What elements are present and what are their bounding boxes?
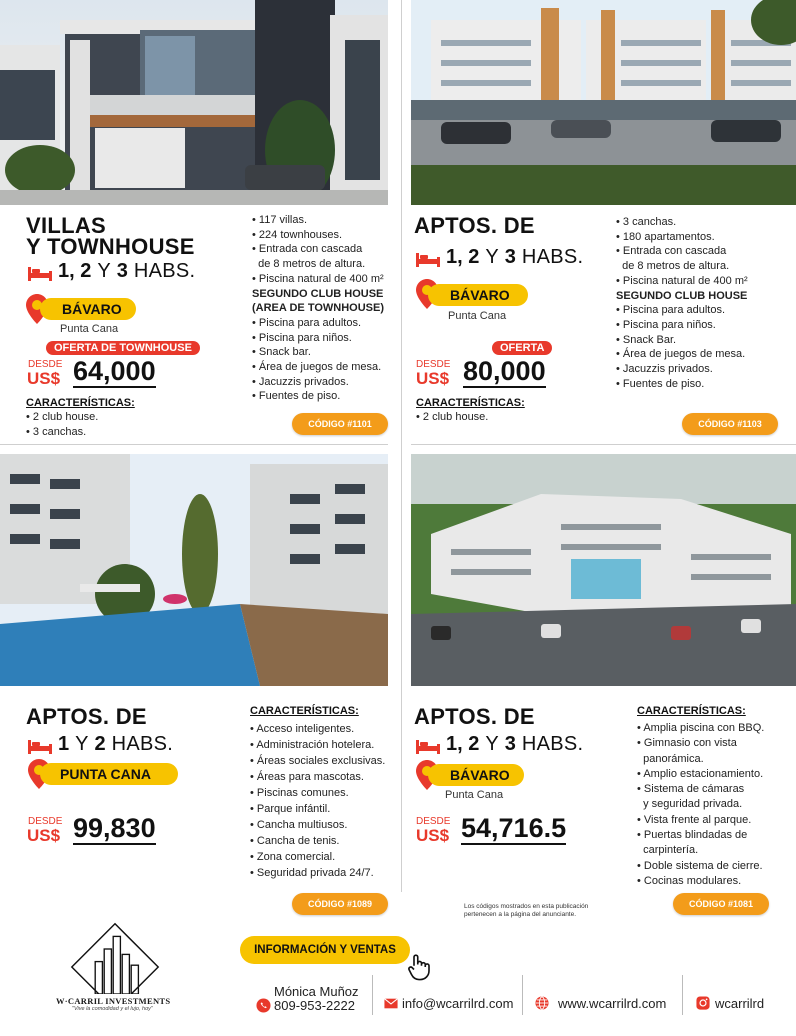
- codes-disclaimer: Los códigos mostrados en esta publicación pertenecen a la página del anunciante.: [464, 903, 589, 918]
- pool-photo: [0, 454, 388, 686]
- detail-item: • Piscina para adultos.: [616, 303, 748, 318]
- detail-item: • 180 apartamentos.: [616, 230, 748, 245]
- features-title: CARACTERÍSTICAS:: [637, 705, 746, 717]
- feature-item: • 2 club house.: [26, 410, 98, 425]
- price: 99,830: [73, 813, 156, 843]
- location-badge: BÁVARO: [428, 764, 524, 786]
- listing-title-line1: APTOS. DE: [414, 704, 535, 729]
- rooms-last: 3: [504, 733, 516, 755]
- detail-heading: SEGUNDO CLUB HOUSE: [616, 289, 748, 302]
- email-icon: [384, 998, 398, 1009]
- feature-item: • Amplia piscina con BBQ.: [637, 721, 764, 736]
- detail-item: • Piscina para niños.: [252, 331, 384, 346]
- feature-item: • 2 club house.: [416, 410, 488, 425]
- detail-item: • Entrada con cascada: [252, 242, 384, 257]
- desde-label: DESDE: [28, 816, 63, 827]
- feature-item: • Doble sistema de cierre.: [637, 859, 764, 874]
- rooms-unit: HABS.: [521, 246, 584, 268]
- currency-label: US$: [27, 826, 61, 845]
- listing-code-badge: CÓDIGO #1101: [292, 413, 388, 435]
- price: 80,000: [463, 356, 546, 386]
- rooms-unit: HABS.: [521, 733, 584, 755]
- rooms-y: Y: [485, 246, 499, 268]
- horizontal-divider-right: [411, 444, 796, 445]
- detail-item: • 3 canchas.: [616, 215, 748, 230]
- detail-item: • Jacuzzis privados.: [252, 375, 384, 390]
- rooms-row: [28, 733, 173, 756]
- hand-pointer-icon: [404, 952, 434, 982]
- rooms-unit: HABS.: [111, 733, 174, 755]
- detail-item: • Piscina para niños.: [616, 318, 748, 333]
- detail-item: • 117 villas.: [252, 213, 384, 228]
- rooms-last: 2: [94, 733, 106, 755]
- feature-item: panorámica.: [643, 752, 704, 765]
- features-list: [637, 721, 764, 889]
- feature-item: • Sistema de cámaras: [637, 782, 764, 797]
- feature-item: • Áreas para mascotas.: [250, 769, 385, 785]
- rooms-row: [28, 260, 195, 283]
- rooms-numbers: 1, 2: [58, 260, 92, 282]
- currency-label: US$: [416, 369, 450, 388]
- rooms-numbers: 1: [58, 733, 70, 755]
- company-logo-icon: [65, 922, 165, 994]
- price: 54,716.5: [461, 813, 567, 843]
- instagram-icon: [696, 996, 710, 1010]
- listing-title-line1: APTOS. DE: [26, 704, 147, 729]
- feature-item: • Acceso inteligentes.: [250, 721, 385, 737]
- rooms-numbers: 1, 2: [446, 733, 480, 755]
- company-tagline: "Vive la comodidad y el lujo, hoy": [72, 1006, 153, 1012]
- rooms-numbers: 1, 2: [446, 246, 480, 268]
- features-title: CARACTERÍSTICAS:: [250, 705, 359, 717]
- features-title: CARACTERÍSTICAS:: [416, 397, 525, 409]
- desde-label: DESDE: [28, 359, 63, 370]
- features-list: [416, 410, 488, 425]
- feature-item: • Cocinas modulares.: [637, 874, 764, 889]
- currency-label: US$: [27, 369, 61, 388]
- price: 64,000: [73, 356, 156, 386]
- desde-label: DESDE: [416, 359, 451, 370]
- detail-item: • Piscina natural de 400 m²: [252, 272, 384, 287]
- feature-item: • Parque infántil.: [250, 801, 385, 817]
- details-list: [252, 213, 384, 404]
- feature-item: • Áreas sociales exclusivas.: [250, 753, 385, 769]
- phone-link[interactable]: 809-953-2222: [274, 998, 355, 1013]
- footer-separator: [522, 975, 523, 1015]
- offer-badge: OFERTA: [492, 341, 552, 355]
- feature-item: • Amplio estacionamiento.: [637, 767, 764, 782]
- feature-item: • Gimnasio con vista: [637, 736, 764, 751]
- agent-name: Mónica Muñoz: [274, 984, 359, 999]
- listing-code-badge: CÓDIGO #1081: [673, 893, 769, 915]
- rooms-y: Y: [97, 260, 111, 282]
- location-subtitle: Punta Cana: [60, 323, 119, 335]
- globe-icon: [535, 996, 549, 1010]
- aerial-complex-photo: [411, 454, 796, 686]
- features-list: [26, 410, 98, 439]
- detail-item: • Piscina natural de 400 m²: [616, 274, 748, 289]
- villa-photo: [0, 0, 388, 205]
- rooms-last: 3: [504, 246, 516, 268]
- bed-icon: [416, 250, 440, 266]
- feature-item: • Cancha multiusos.: [250, 817, 385, 833]
- company-name: W·CARRIL INVESTMENTS: [56, 996, 171, 1006]
- rooms-y: Y: [485, 733, 499, 755]
- listing-title-line1: APTOS. DE: [414, 213, 535, 238]
- location-badge: BÁVARO: [428, 284, 528, 306]
- apartments-bavaro-photo: [411, 0, 796, 205]
- offer-badge: OFERTA DE TOWNHOUSE: [46, 341, 200, 355]
- listing-title-line2: Y TOWNHOUSE: [26, 234, 195, 259]
- feature-item: • Puertas blindadas de: [637, 828, 764, 843]
- feature-item: • Cancha de tenis.: [250, 833, 385, 849]
- feature-item: • Vista frente al parque.: [637, 813, 764, 828]
- rooms-last: 3: [116, 260, 128, 282]
- location-subtitle: Punta Cana: [445, 789, 504, 801]
- bed-icon: [28, 264, 52, 280]
- desde-label: DESDE: [416, 816, 451, 827]
- feature-item: • Administración hotelera.: [250, 737, 385, 753]
- location-badge: BÁVARO: [40, 298, 136, 320]
- footer-separator: [372, 975, 373, 1015]
- feature-item: • 3 canchas.: [26, 425, 98, 440]
- website-link[interactable]: www.wcarrilrd.com: [558, 996, 667, 1011]
- detail-item: • Snack bar.: [252, 345, 384, 360]
- email-link[interactable]: info@wcarrilrd.com: [402, 996, 514, 1011]
- details-list: [616, 215, 748, 391]
- location-subtitle: Punta Cana: [448, 310, 507, 322]
- detail-item: • Jacuzzis privados.: [616, 362, 748, 377]
- rooms-unit: HABS.: [133, 260, 196, 282]
- bed-icon: [416, 737, 440, 753]
- footer-separator: [682, 975, 683, 1015]
- features-list: [250, 721, 385, 881]
- bed-icon: [28, 737, 52, 753]
- detail-heading: (AREA DE TOWNHOUSE): [252, 302, 384, 315]
- feature-item: y seguridad privada.: [643, 798, 743, 811]
- currency-label: US$: [416, 826, 450, 845]
- feature-item: carpintería.: [643, 844, 699, 857]
- listing-code-badge: CÓDIGO #1103: [682, 413, 778, 435]
- listing-title-line1: VILLAS: [26, 213, 107, 238]
- rooms-row: [416, 733, 583, 756]
- detail-item: • Área de juegos de mesa.: [616, 347, 748, 362]
- location-badge: PUNTA CANA: [40, 763, 178, 785]
- instagram-link[interactable]: wcarrilrd: [715, 996, 765, 1011]
- detail-item: • Piscina para adultos.: [252, 316, 384, 331]
- feature-item: • Zona comercial.: [250, 849, 385, 865]
- vertical-divider: [401, 0, 402, 892]
- listing-code-badge: CÓDIGO #1089: [292, 893, 388, 915]
- features-title: CARACTERÍSTICAS:: [26, 397, 135, 409]
- detail-item: • Fuentes de piso.: [616, 377, 748, 392]
- feature-item: • Piscinas comunes.: [250, 785, 385, 801]
- detail-heading: SEGUNDO CLUB HOUSE: [252, 287, 384, 300]
- whatsapp-icon: [256, 998, 271, 1013]
- info-sales-label: INFORMACIÓN Y VENTAS: [240, 936, 410, 964]
- detail-item: • Área de juegos de mesa.: [252, 360, 384, 375]
- detail-item: • Snack Bar.: [616, 333, 748, 348]
- detail-item: • 224 townhouses.: [252, 228, 384, 243]
- detail-item: • Fuentes de piso.: [252, 389, 384, 404]
- rooms-row: [416, 246, 583, 269]
- detail-item: de 8 metros de altura.: [622, 260, 730, 273]
- detail-item: • Entrada con cascada: [616, 244, 748, 259]
- feature-item: • Seguridad privada 24/7.: [250, 865, 385, 881]
- horizontal-divider-left: [0, 444, 388, 445]
- rooms-y: Y: [75, 733, 89, 755]
- detail-item: de 8 metros de altura.: [258, 258, 366, 271]
